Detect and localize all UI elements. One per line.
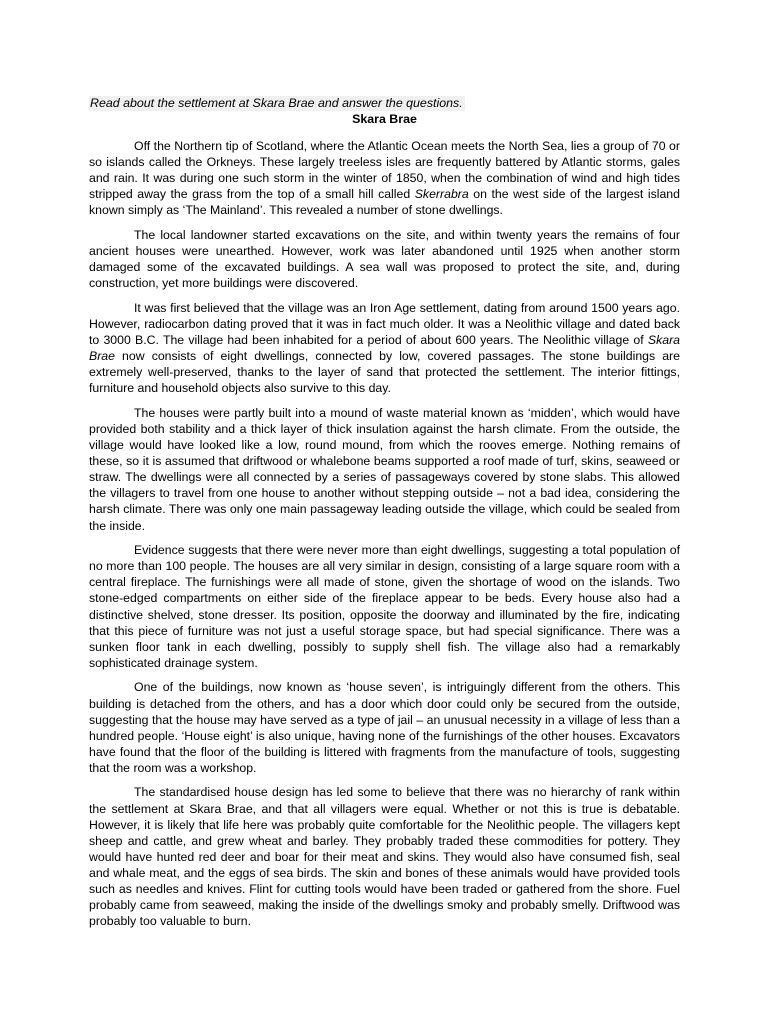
instruction-text: Read about the settlement at Skara Brae and answer the questions. bbox=[90, 96, 463, 110]
paragraph: The local landowner started excavations on the site, and within twenty years the remains of four ancient houses were unearthed. However, work was later abandoned until 1925 when another storm damaged some of the excavated buildings. A sea wall was proposed to protect the site, and, during construction, yet more buildings were discovered. bbox=[89, 227, 680, 291]
document-title: Skara Brae bbox=[352, 112, 417, 126]
italic-term: Skara Brae bbox=[89, 333, 680, 364]
paragraph: The standardised house design has led some to believe that there was no hierarchy of rank within the settlement at Skara Brae, and that all villagers were equal. Whether or not this is true is debatable. However, it is likely that life here was probably quite comfortable for the Neolithic people. The villagers kept sheep and cattle, and grew wheat and barley. They probably traded these commodities for pottery. They would have hunted red deer and boar for their meat and skins. They would also have consumed fish, seal and whale meat, and the eggs of sea birds. The skin and bones of these animals would have provided tools such as needles and knives. Flint for cutting tools would have been traded or gathered from the shore. Fuel probably came from seaweed, making the inside of the dwellings smoky and probably smelly. Driftwood was probably too valuable to burn. bbox=[89, 785, 680, 929]
instruction-line bbox=[89, 94, 680, 112]
paragraph: One of the buildings, now known as ‘house seven’, is intriguingly different from the others. This building is detached from the others, and has a door which door could only be secured from the outside, suggesting that the house may have served as a type of jail – an unusual necessity in a village of less than a hundred people. ‘House eight’ is also unique, having none of the furnishings of the other houses. Excavators have found that the floor of the building is littered with fragments from the manufacture of tools, suggesting that the room was a workshop. bbox=[89, 680, 680, 775]
article-body bbox=[89, 138, 680, 929]
document-page bbox=[89, 94, 680, 938]
paragraph: Evidence suggests that there were never more than eight dwellings, suggesting a total population of no more than 100 people. The houses are all very similar in design, consisting of a large square room with a central fireplace. The furnishings were all made of stone, given the shortage of wood on the islands. Two stone-edged compartments on either side of the fireplace appear to be beds. Every house also had a distinctive shelved, stone dresser. Its position, opposite the doorway and illuminated by the fire, indicating that this piece of furniture was not just a useful storage space, but had special significance. There was a sunken floor tank in each dwelling, possibly to supply shell fish. The village also had a remarkably sophisticated drainage system. bbox=[89, 543, 680, 670]
paragraph: It was first believed that the village was an Iron Age settlement, dating from around 1500 years ago. However, radiocarbon dating proved that it was in fact much older. It was a Neolithic village and dated back to 3000 B.C. The village had been inhabited for a period of about 600 years. The Neolithic village of Skara Brae now consists of eight dwellings, connected by low, covered passages. The stone buildings are extremely well-preserved, thanks to the layer of sand that protected the settlement. The interior fittings, furniture and household objects also survive to this day. bbox=[89, 300, 680, 396]
paragraph: Off the Northern tip of Scotland, where the Atlantic Ocean meets the North Sea, lies a group of 70 or so islands called the Orkneys. These largely treeless isles are frequently battered by Atlantic storms, gales and rain. It was during one such storm in the winter of 1850, when the combination of wind and high tides stripped away the grass from the top of a small hill called Skerrabra on the west side of the largest island known simply as ‘The Mainland’. This revealed a number of stone dwellings. bbox=[89, 139, 680, 218]
paragraph: The houses were partly built into a mound of waste material known as ‘midden’, which would have provided both stability and a thick layer of thick insulation against the harsh climate. From the outside, the village would have looked like a low, round mound, from which the rooves emerge. Nothing remains of these, so it is assumed that driftwood or whalebone beams supported a roof made of turf, skins, seaweed or straw. The dwellings were all connected by a series of passageways covered by stone slabs. This allowed the villagers to travel from one house to another without stepping outside – not a bad idea, considering the harsh climate. There was only one main passageway leading outside the village, which could be sealed from the inside. bbox=[89, 405, 680, 533]
italic-term: Skerrabra bbox=[414, 187, 469, 202]
